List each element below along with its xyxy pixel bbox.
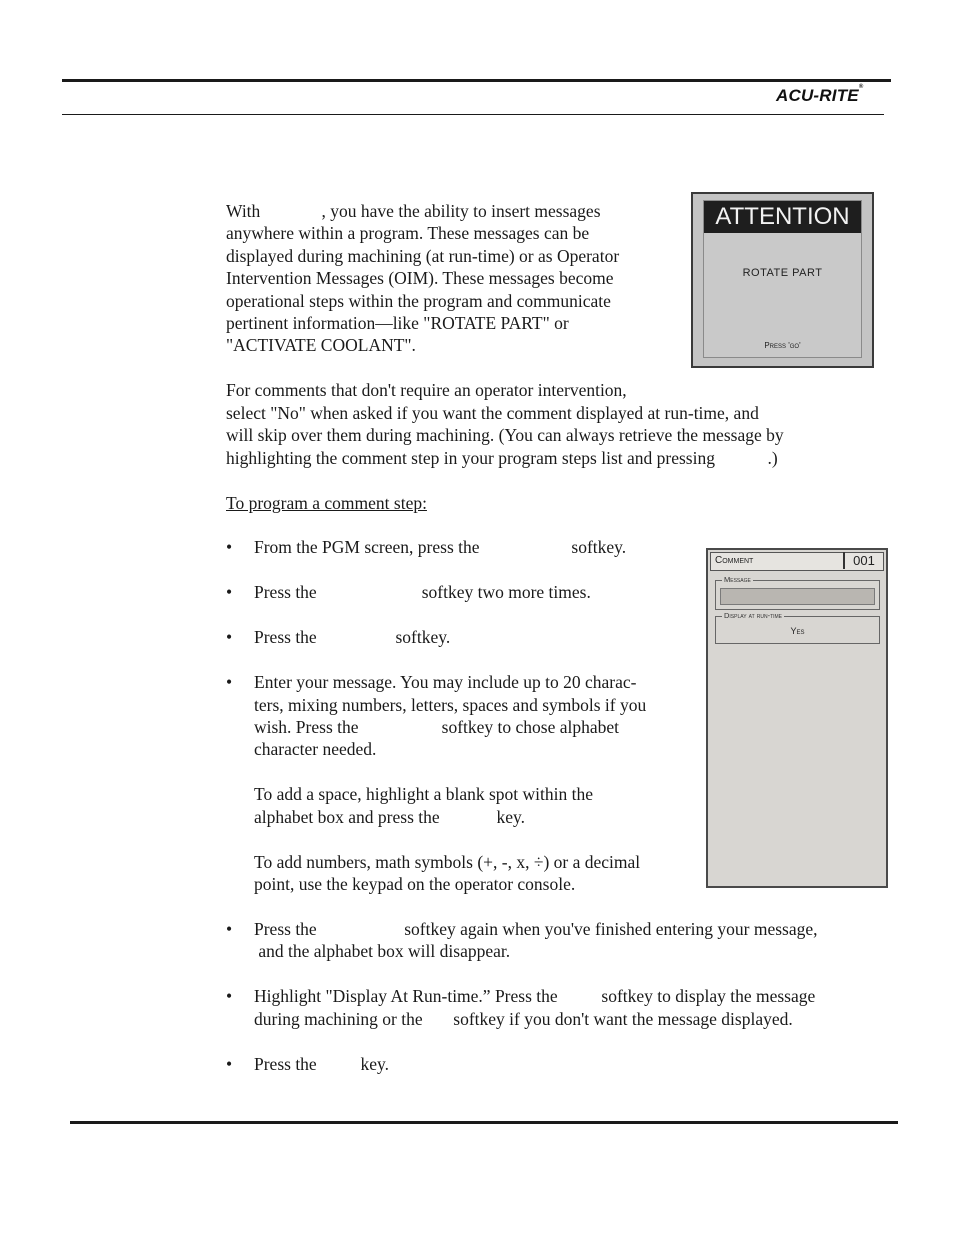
bullet-marker: • [226, 986, 233, 1006]
intro-line: "ACTIVATE COOLANT". [226, 335, 416, 355]
header-rule-bottom [62, 114, 884, 115]
bullet-marker: • [226, 582, 233, 602]
footer-rule [70, 1121, 898, 1124]
intro-line: pertinent information—like "ROTATE PART" or [226, 313, 569, 333]
attention-footer: Press 'go' [764, 341, 801, 350]
intro-line: operational steps within the program and communicate [226, 291, 611, 311]
step-line: Press the softkey two more times. [254, 582, 591, 602]
message-field [720, 588, 875, 605]
comment-screen-title: Comment [715, 555, 754, 566]
display-value: Yes [790, 626, 805, 636]
step-line: Press the softkey. [254, 627, 451, 647]
bullet-marker: • [226, 627, 233, 647]
comments-line: select "No" when asked if you want the comment displayed at run-time, and [226, 403, 759, 423]
registered-mark: ® [858, 84, 864, 90]
bullet-marker: • [226, 537, 233, 557]
step-line: ters, mixing numbers, letters, spaces and symbols if you [254, 695, 647, 715]
attention-message: ROTATE PART [742, 267, 823, 279]
step-line: Press the key. [254, 1054, 389, 1074]
message-label: Message [724, 575, 751, 584]
step-line: Highlight "Display At Run-time.” Press the softkey to display the message [254, 986, 816, 1006]
comments-line: will skip over them during machining. (You can always retrieve the message by [226, 425, 784, 445]
step-line: To add numbers, math symbols (+, -, x, ÷) or a decimal [254, 852, 641, 872]
step-line: point, use the keypad on the operator console. [254, 874, 576, 894]
step-line: and the alphabet box will disappear. [254, 941, 511, 961]
attention-screen-panel [703, 200, 862, 358]
step-line: To add a space, highlight a blank spot within the [254, 784, 593, 804]
comments-line: highlighting the comment step in your program steps list and pressing .) [226, 448, 778, 468]
bullet-marker: • [226, 672, 233, 692]
bullet-marker: • [226, 919, 233, 939]
message-group [715, 575, 880, 610]
step-line: during machining or the softkey if you don't want the message displayed. [254, 1009, 793, 1029]
comment-step-number: 001 [843, 552, 883, 569]
step-line: Enter your message. You may include up to 20 charac- [254, 672, 637, 692]
procedure-heading: To program a comment step: [226, 493, 427, 513]
step-line: alphabet box and press the key. [254, 807, 526, 827]
comment-screen-image [706, 548, 888, 888]
step-line: Press the softkey again when you've finished entering your message, [254, 919, 818, 939]
comments-line: For comments that don't require an operator intervention, [226, 380, 627, 400]
intro-line: displayed during machining (at run-time) or as Operator [226, 246, 620, 266]
attention-screen-image [691, 192, 874, 368]
attention-title: ATTENTION [704, 201, 861, 233]
step-line: character needed. [254, 739, 377, 759]
step-line: wish. Press the softkey to chose alphabet [254, 717, 620, 737]
brand-name: ACU-RITE [776, 86, 859, 105]
bullet-marker: • [226, 1054, 233, 1074]
display-group [715, 611, 880, 644]
comment-screen-header [710, 552, 884, 571]
intro-line: anywhere within a program. These messages can be [226, 223, 590, 243]
intro-line: With , you have the ability to insert messages [226, 201, 601, 221]
display-label: Display at run-time [724, 611, 783, 620]
header-rule-top [62, 79, 891, 82]
step-line: From the PGM screen, press the softkey. [254, 537, 627, 557]
brand-logo [776, 86, 863, 106]
intro-line: Intervention Messages (OIM). These messages become [226, 268, 614, 288]
